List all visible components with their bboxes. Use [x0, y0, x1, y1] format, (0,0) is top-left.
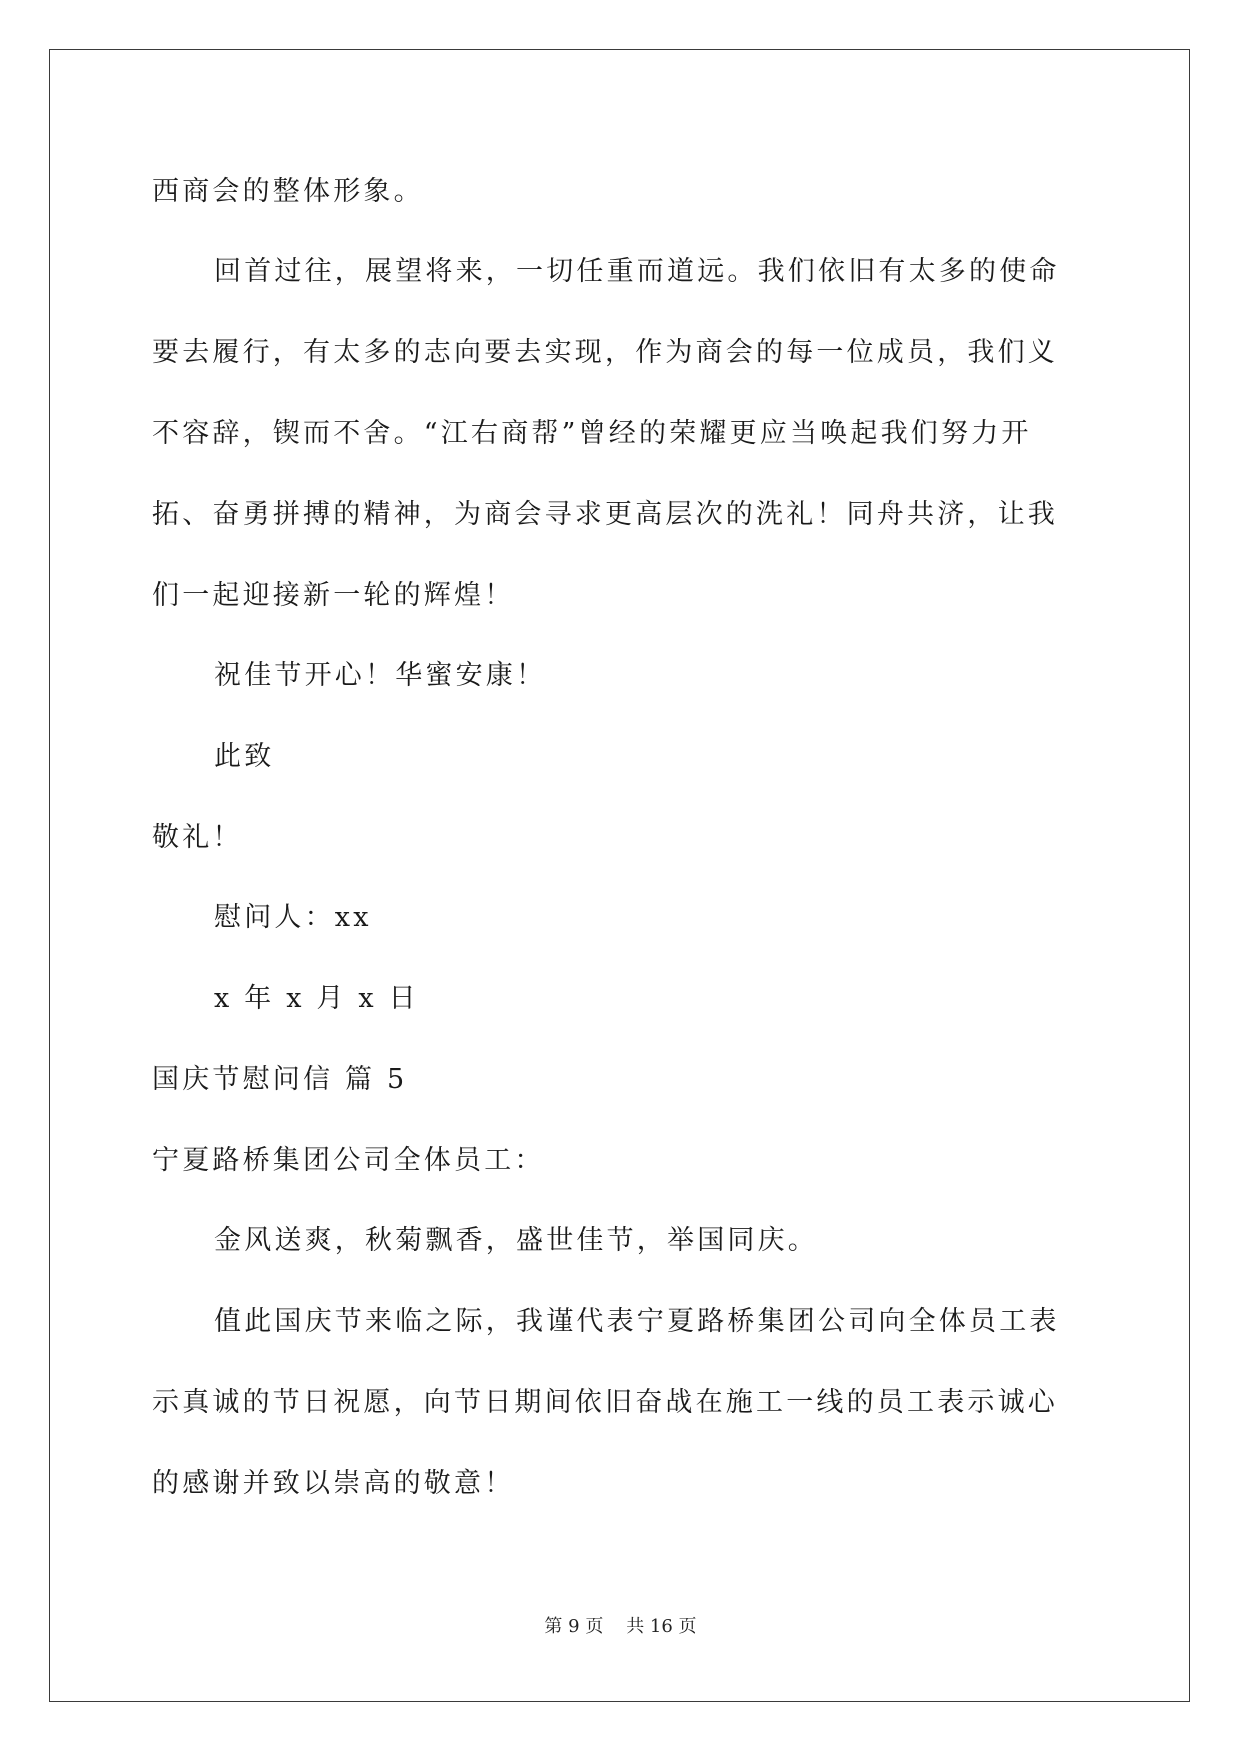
- text-line: 值此国庆节来临之际，我谨代表宁夏路桥集团公司向全体员工表: [214, 1306, 1060, 1337]
- text-line: 祝佳节开心！华蜜安康！: [214, 660, 547, 691]
- text-line: 的感谢并致以崇高的敬意！: [152, 1468, 515, 1499]
- page-number: 第 9 页 共 16 页: [544, 1616, 697, 1637]
- text-line: 们一起迎接新一轮的辉煌！: [152, 580, 515, 611]
- text-line: 示真诚的节日祝愿，向节日期间依旧奋战在施工一线的员工表示诚心: [152, 1387, 1058, 1418]
- text-line: 慰问人：xx: [214, 902, 372, 933]
- text-line: 宁夏路桥集团公司全体员工：: [152, 1145, 545, 1176]
- text-line: 要去履行，有太多的志向要去实现，作为商会的每一位成员，我们义: [152, 337, 1058, 368]
- text-line: 不容辞，锲而不舍。“江右商帮”曾经的荣耀更应当唤起我们努力开: [152, 418, 1032, 449]
- text-line: 西商会的整体形象。: [152, 176, 424, 207]
- text-line: 回首过往，展望将来，一切任重而道远。我们依旧有太多的使命: [214, 256, 1060, 287]
- text-line: 此致: [214, 741, 275, 772]
- page-border: [49, 49, 1190, 1702]
- text-line: x 年 x 月 x 日: [214, 983, 419, 1014]
- text-line: 敬礼！: [152, 822, 243, 853]
- text-line: 金风送爽，秋菊飘香，盛世佳节，举国同庆。: [214, 1225, 818, 1256]
- section-heading: 国庆节慰问信 篇 5: [152, 1064, 408, 1095]
- text-line: 拓、奋勇拼搏的精神，为商会寻求更高层次的洗礼！同舟共济，让我: [152, 499, 1058, 530]
